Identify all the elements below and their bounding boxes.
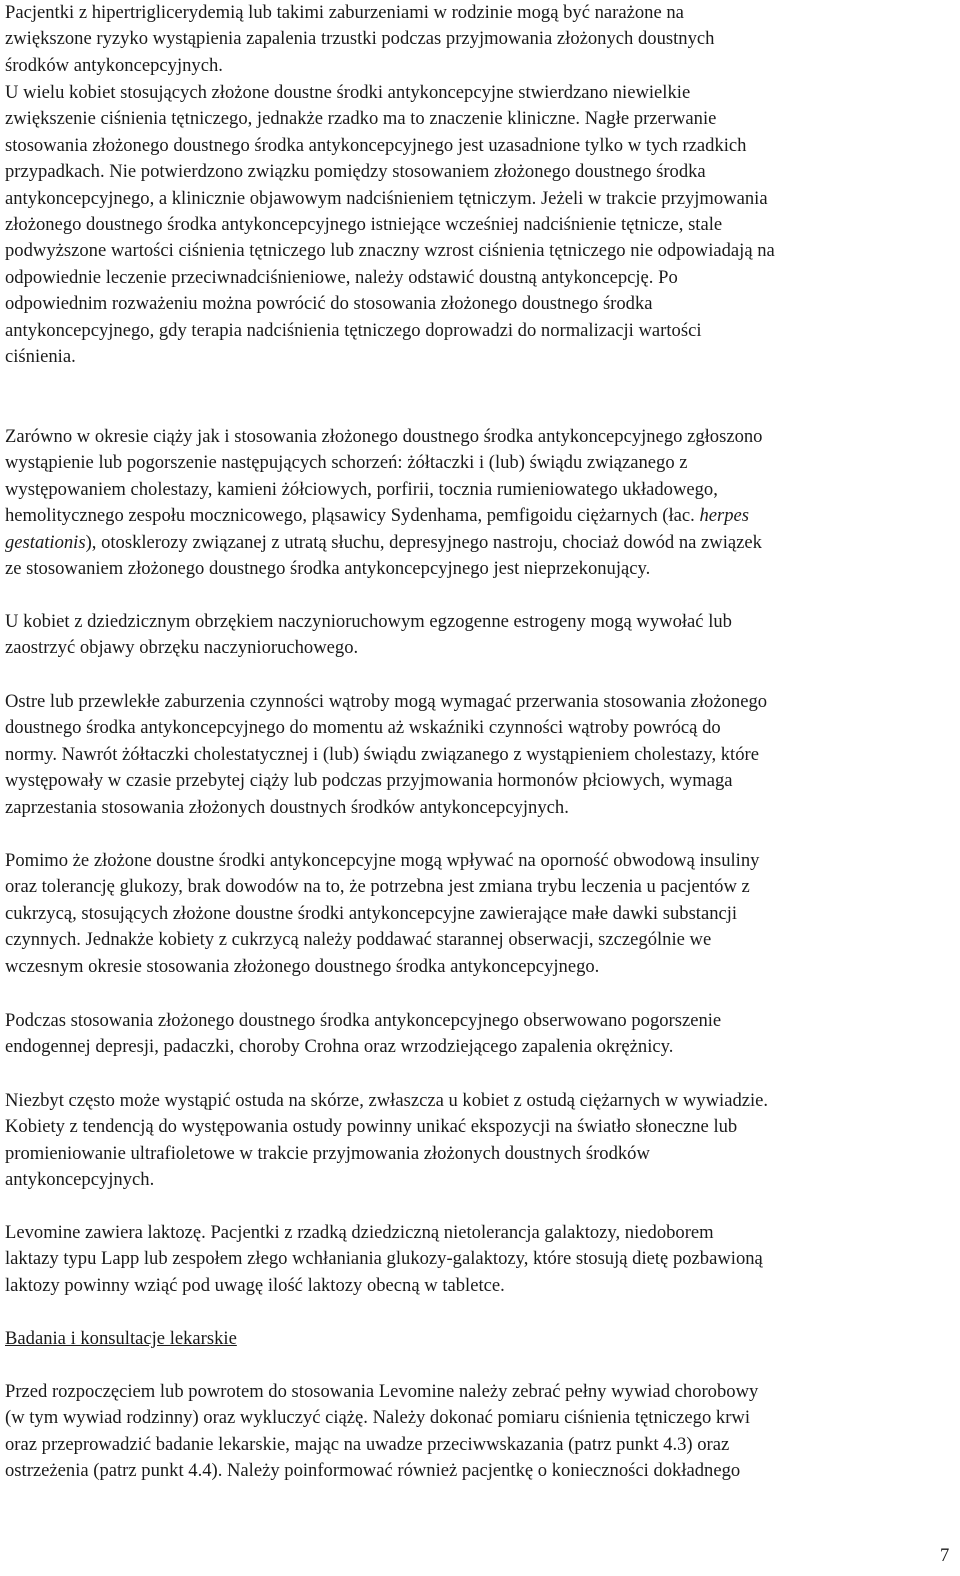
text-line: Pomimo że złożone doustne środki antykoncepcyjne mogą wpływać na oporność obwodową insuliny <box>5 850 760 871</box>
text-line: ciśnienia. <box>5 346 76 368</box>
text-line: ostrzeżenia (patrz punkt 4.4). Należy poinformować również pacjentkę o konieczności dokładnego <box>5 1460 741 1482</box>
text-line: podwyższone wartości ciśnienia tętniczego lub znaczny wzrost ciśnienia tętniczego nie odpowiadają na <box>5 240 775 262</box>
text-line: U kobiet z dziedzicznym obrzękiem naczynioruchowym egzogenne estrogeny mogą wywołać lub <box>5 611 732 632</box>
text-line: Niezbyt często może wystąpić ostuda na skórze, zwłaszcza u kobiet z ostudą ciężarnych w wywiadzie. <box>5 1090 769 1111</box>
text-line: zaprzestania stosowania złożonych doustnych środków antykoncepcyjnych. <box>5 796 569 818</box>
text-line: Kobiety z tendencją do występowania ostudy powinny unikać ekspozycji na światło słoneczne lub <box>5 1116 738 1138</box>
text-line: antykoncepcyjnego, a klinicznie objawowym nadciśnieniem tętniczym. Jeżeli w trakcie przyjmowania <box>5 187 768 209</box>
text-line: Zarówno w okresie ciąży jak i stosowania złożonego doustnego środka antykoncepcyjnego zgłoszono <box>5 426 763 447</box>
text-line: antykoncepcyjnego, gdy terapia nadciśnienia tętniczego doprowadzi do normalizacji wartości <box>5 319 702 341</box>
paragraph-pregnancy-conditions <box>5 424 762 582</box>
text-line: występowały w czasie przebytej ciąży lub podczas przyjmowania hormonów płciowych, wymaga <box>5 770 733 792</box>
text-line: hemolitycznego zespołu mocznicowego, pląsawicy Sydenhama, pemfigoidu ciężarnych (łac. herpes <box>5 505 750 527</box>
latin-term: gestationis <box>5 531 86 553</box>
text-line: U wielu kobiet stosujących złożone doustne środki antykoncepcyjne stwierdzano niewielkie <box>5 82 691 103</box>
text-line: oraz przeprowadzić badanie lekarskie, mając na uwadze przeciwwskazania (patrz punkt 4.3) oraz <box>5 1433 730 1455</box>
text-line: Levomine zawiera laktozę. Pacjentki z rzadką dziedziczną nietolerancja galaktozy, niedoborem <box>5 1222 714 1243</box>
text-line: zwiększenie ciśnienia tętniczego, jednakże rzadko ma to znaczenie kliniczne. Nagłe przerwanie <box>5 108 717 130</box>
text-line: cukrzycą, stosujących złożone doustne środki antykoncepcyjne zawierające małe dawki substancji <box>5 902 738 924</box>
text-line: odpowiednim rozważeniu można powrócić do stosowania złożonego doustnego środka <box>5 293 653 315</box>
paragraph-chloasma <box>5 1088 768 1194</box>
text-line: występowaniem cholestazy, kamieni żółciowych, porfirii, tocznia rumieniowatego układowego, <box>5 478 718 500</box>
text-line: antykoncepcyjnych. <box>5 1169 155 1191</box>
text-line: wystąpienie lub pogorszenie następujących schorzeń: żółtaczki i (lub) świądu związanego z <box>5 452 688 474</box>
text-line: Pacjentki z hipertriglicerydemią lub takimi zaburzeniami w rodzinie mogą być narażone na <box>5 2 684 23</box>
section-heading: Badania i konsultacje lekarskie <box>5 1328 237 1349</box>
text-line: (w tym wywiad rodzinny) oraz wykluczyć ciążę. Należy dokonać pomiaru ciśnienia tętniczego krwi <box>5 1407 751 1429</box>
text-line: wczesnym okresie stosowania złożonego doustnego środka antykoncepcyjnego. <box>5 955 600 977</box>
paragraph-angioedema <box>5 609 732 662</box>
page-number: 7 <box>940 1545 950 1566</box>
text-line: ze stosowaniem złożonego doustnego środka antykoncepcyjnego jest nieprzekonujący. <box>5 558 651 580</box>
paragraph-liver-function <box>5 689 767 821</box>
text-line: oraz tolerancję glukozy, brak dowodów na to, że potrzebna jest zmiana trybu leczenia u pacjentów z <box>5 876 750 898</box>
text-line: doustnego środka antykoncepcyjnego do momentu aż wskaźniki czynności wątroby powrócą do <box>5 717 721 739</box>
paragraph-lactose <box>5 1220 763 1299</box>
text-line: czynnych. Jednakże kobiety z cukrzycą należy poddawać starannej obserwacji, szczególnie we <box>5 929 712 951</box>
text-line: Przed rozpoczęciem lub powrotem do stosowania Levomine należy zebrać pełny wywiad chorobowy <box>5 1381 759 1402</box>
text-line: zaostrzyć objawy obrzęku naczynioruchowego. <box>5 637 359 659</box>
text-line: gestationis), otosklerozy związanej z utratą słuchu, depresyjnego nastroju, chociaż dowód na związek <box>5 531 762 553</box>
text-line: Podczas stosowania złożonego doustnego środka antykoncepcyjnego obserwowano pogorszenie <box>5 1010 722 1031</box>
text-line: endogennej depresji, padaczki, choroby Crohna oraz wrzodziejącego zapalenia okrężnicy. <box>5 1036 674 1058</box>
text-line: laktazy typu Lapp lub zespołem złego wchłaniania glukozy-galaktozy, które stosują dietę pozbawioną <box>5 1248 763 1270</box>
text-line: Ostre lub przewlekłe zaburzenia czynności wątroby mogą wymagać przerwania stosowania złożonego <box>5 691 768 712</box>
text-line: normy. Nawrót żółtaczki cholestatycznej i (lub) świądu związanego z wystąpieniem cholestazy, które <box>5 743 759 765</box>
text-line: laktozy powinny wziąć pod uwagę ilość laktozy obecną w tabletce. <box>5 1274 505 1296</box>
text-line: promieniowanie ultrafioletowe w trakcie przyjmowania złożonych doustnych środków <box>5 1142 650 1164</box>
text-line: środków antykoncepcyjnych. <box>5 54 223 76</box>
paragraph-depression-epilepsy <box>5 1008 721 1061</box>
text-line: zwiększone ryzyko wystąpienia zapalenia trzustki podczas przyjmowania złożonych doustnych <box>5 28 715 50</box>
text-line: odpowiednie leczenie przeciwnadciśnieniowe, należy odstawić doustną antykoncepcję. Po <box>5 266 678 288</box>
latin-term: herpes <box>699 505 750 527</box>
paragraph-diabetes <box>5 848 759 980</box>
paragraph-blood-pressure <box>5 80 775 370</box>
text-line: złożonego doustnego środka antykoncepcyjnego istniejące wcześniej nadciśnienie tętnicze, stale <box>5 214 723 236</box>
paragraph-pancreatitis-risk <box>5 0 714 79</box>
paragraph-medical-examination <box>5 1379 758 1485</box>
text-line: stosowania złożonego doustnego środka antykoncepcyjnego jest uzasadnione tylko w tych rzadkich <box>5 134 747 156</box>
text-line: przypadkach. Nie potwierdzono związku pomiędzy stosowaniem złożonego doustnego środka <box>5 161 706 183</box>
